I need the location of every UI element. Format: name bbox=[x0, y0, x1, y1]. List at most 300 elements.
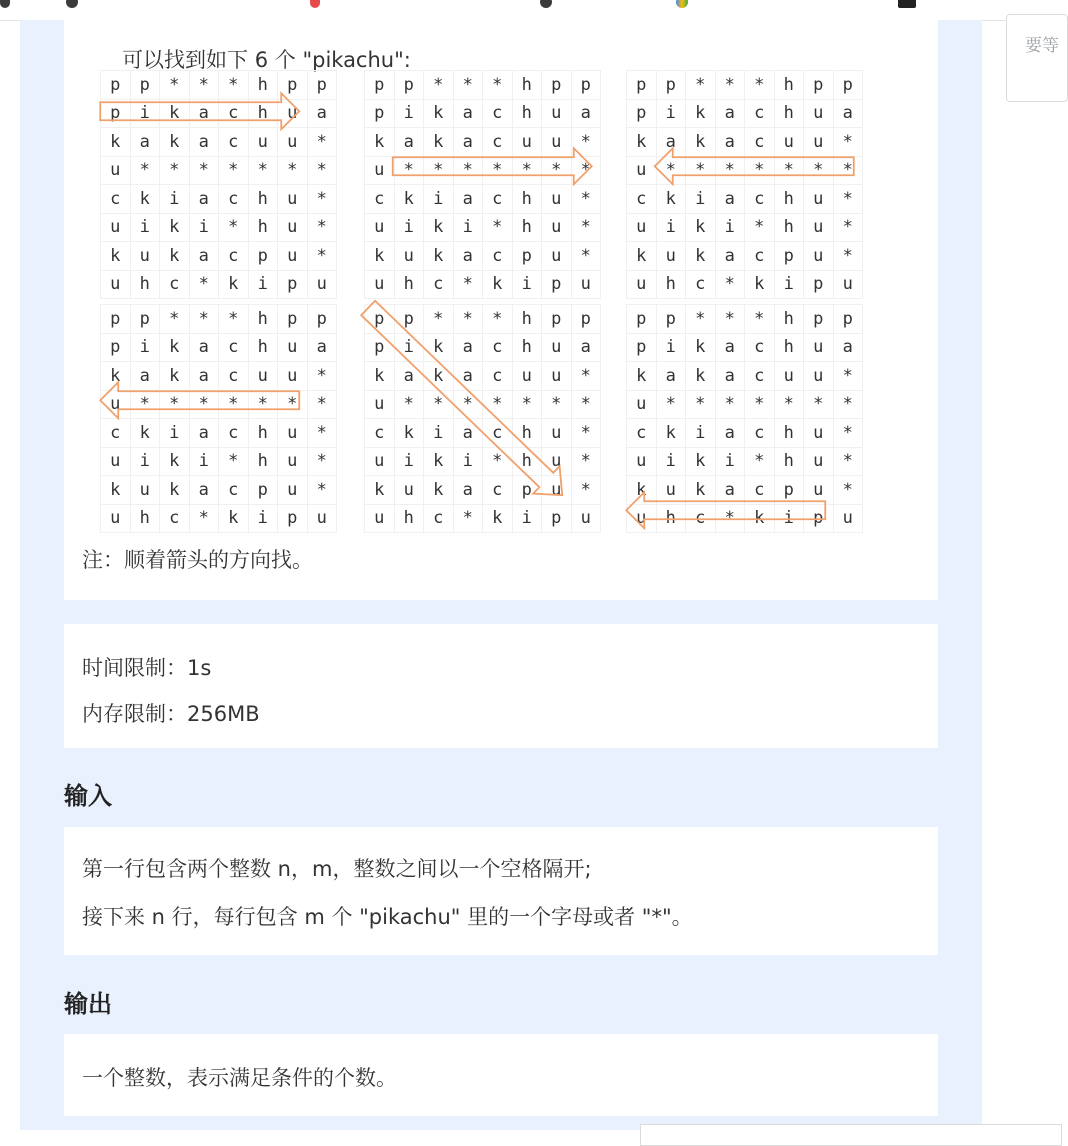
browser-tab-strip bbox=[0, 0, 1049, 21]
grid-cell: i bbox=[394, 99, 424, 128]
grid-cell: u bbox=[248, 128, 278, 157]
grid-cell: k bbox=[424, 242, 454, 271]
side-panel[interactable] bbox=[1006, 14, 1068, 102]
grid-cell: k bbox=[130, 185, 160, 214]
grid-cell: * bbox=[307, 156, 337, 185]
grid-cell: * bbox=[219, 390, 249, 419]
grid-cell: i bbox=[774, 504, 804, 533]
grid-cell: p bbox=[542, 71, 572, 100]
grid-cell: h bbox=[774, 419, 804, 448]
grid-cell: p bbox=[278, 270, 308, 299]
grid-cell: u bbox=[833, 504, 863, 533]
grid-cell: * bbox=[571, 185, 601, 214]
grid-cell: u bbox=[101, 213, 131, 242]
grid-cell: * bbox=[453, 504, 483, 533]
grid-cell: a bbox=[715, 128, 745, 157]
grid-cell: c bbox=[160, 504, 190, 533]
grid-cell: a bbox=[453, 242, 483, 271]
grid-cell: i bbox=[774, 270, 804, 299]
grid-cell: i bbox=[160, 185, 190, 214]
grid-cell: * bbox=[394, 156, 424, 185]
grid-cell: * bbox=[571, 213, 601, 242]
grid-cell: u bbox=[542, 242, 572, 271]
grid-cell: c bbox=[219, 362, 249, 391]
grid-cell: p bbox=[656, 71, 686, 100]
grid-cell: u bbox=[512, 362, 542, 391]
grid-cell: p bbox=[774, 242, 804, 271]
grid-cell: k bbox=[686, 333, 716, 362]
grid-cell: c bbox=[745, 185, 775, 214]
grid-cell: h bbox=[512, 305, 542, 334]
grid-cell: * bbox=[833, 447, 863, 476]
grid-cell: a bbox=[453, 333, 483, 362]
grid-cell: * bbox=[571, 476, 601, 505]
grid-cell: u bbox=[804, 99, 834, 128]
grid-cell: k bbox=[160, 333, 190, 362]
grid-cell: * bbox=[483, 390, 513, 419]
input-card bbox=[64, 827, 938, 955]
grid-cell: a bbox=[307, 333, 337, 362]
grid-cell: a bbox=[453, 419, 483, 448]
grid-cell: c bbox=[160, 270, 190, 299]
grid-cell: p bbox=[542, 270, 572, 299]
grid-cell: * bbox=[219, 447, 249, 476]
grid-cell: a bbox=[715, 362, 745, 391]
grid-cell: * bbox=[189, 71, 219, 100]
grid-cell: a bbox=[394, 362, 424, 391]
grid-cell: c bbox=[483, 419, 513, 448]
grid-cell: u bbox=[542, 99, 572, 128]
grid-cell: p bbox=[571, 305, 601, 334]
grid-cell: u bbox=[278, 185, 308, 214]
grid-cell: c bbox=[483, 362, 513, 391]
grid-cell: u bbox=[278, 242, 308, 271]
grid-cell: * bbox=[394, 390, 424, 419]
grid-cell: k bbox=[424, 99, 454, 128]
grid-cell: * bbox=[686, 156, 716, 185]
grid-cell: u bbox=[365, 390, 395, 419]
grid-cell: p bbox=[248, 242, 278, 271]
grid-cell: i bbox=[512, 504, 542, 533]
grid-cell: u bbox=[542, 447, 572, 476]
grid-cell: p bbox=[542, 305, 572, 334]
grid-cell: u bbox=[656, 476, 686, 505]
grid-cell: a bbox=[833, 333, 863, 362]
memory-limit: 内存限制：256MB bbox=[82, 702, 260, 726]
search-arrows bbox=[64, 20, 938, 550]
grid-cell: k bbox=[394, 419, 424, 448]
grid-cell: * bbox=[189, 504, 219, 533]
grid-cell: k bbox=[686, 476, 716, 505]
grid-cell: u bbox=[278, 362, 308, 391]
grid-cell: k bbox=[745, 504, 775, 533]
grid-cell: u bbox=[542, 476, 572, 505]
grid-cell: c bbox=[686, 270, 716, 299]
grid-cell: a bbox=[189, 419, 219, 448]
grid-cell: u bbox=[130, 476, 160, 505]
grid-cell: * bbox=[278, 390, 308, 419]
grid-cell: u bbox=[365, 156, 395, 185]
output-line: 一个整数，表示满足条件的个数。 bbox=[82, 1066, 397, 1090]
grid-cell: * bbox=[833, 390, 863, 419]
intro-text: 可以找到如下 6 个 "pikachu": bbox=[122, 48, 411, 72]
grid-cell: p bbox=[101, 71, 131, 100]
grid-cell: * bbox=[542, 390, 572, 419]
grid-cell: * bbox=[189, 156, 219, 185]
grid-cell: i bbox=[656, 447, 686, 476]
grid-cell: u bbox=[627, 447, 657, 476]
grid-cell: u bbox=[394, 476, 424, 505]
grid-cell: i bbox=[394, 333, 424, 362]
tab-favicon-icon[interactable] bbox=[540, 0, 552, 8]
grid-cell: c bbox=[483, 333, 513, 362]
grid-cell: * bbox=[571, 447, 601, 476]
grid-cell: u bbox=[627, 504, 657, 533]
grid-cell: k bbox=[686, 128, 716, 157]
grid-cell: h bbox=[394, 504, 424, 533]
grid-cell: u bbox=[542, 362, 572, 391]
time-limit: 时间限制：1s bbox=[82, 656, 212, 680]
grid-cell: * bbox=[833, 362, 863, 391]
grid-cell: p bbox=[307, 305, 337, 334]
grid-cell: * bbox=[189, 270, 219, 299]
grid-cell: * bbox=[804, 390, 834, 419]
grid-cell: * bbox=[686, 390, 716, 419]
grid-cell: c bbox=[627, 419, 657, 448]
grid-cell: h bbox=[248, 333, 278, 362]
direction-arrow bbox=[655, 148, 854, 184]
grid-cell: i bbox=[130, 99, 160, 128]
grid-cell: a bbox=[571, 99, 601, 128]
grid-cell: p bbox=[130, 305, 160, 334]
grid-cell: * bbox=[656, 390, 686, 419]
grid-cell: k bbox=[656, 419, 686, 448]
grid-cell: * bbox=[833, 213, 863, 242]
grid-cell: h bbox=[774, 185, 804, 214]
tab-favicon-icon[interactable] bbox=[310, 0, 320, 8]
grid-cell: u bbox=[774, 128, 804, 157]
grid-cell: c bbox=[219, 242, 249, 271]
grid-cell: h bbox=[512, 71, 542, 100]
grid-cell: a bbox=[189, 99, 219, 128]
grid-cell: u bbox=[804, 333, 834, 362]
grid-cell: c bbox=[219, 128, 249, 157]
grid-cell: k bbox=[365, 128, 395, 157]
grid-cell: c bbox=[627, 185, 657, 214]
grid-cell: u bbox=[804, 242, 834, 271]
grid-cell: * bbox=[833, 476, 863, 505]
grid-cell: k bbox=[424, 362, 454, 391]
grid-cell: p bbox=[774, 476, 804, 505]
grid-cell: * bbox=[307, 128, 337, 157]
grid-cell: * bbox=[453, 270, 483, 299]
grid-cell: c bbox=[745, 242, 775, 271]
note-text: 注：顺着箭头的方向找。 bbox=[82, 548, 313, 572]
grid-cell: i bbox=[715, 447, 745, 476]
grid-cell: a bbox=[715, 476, 745, 505]
grid-cell: a bbox=[715, 333, 745, 362]
grid-cell: k bbox=[686, 362, 716, 391]
grid-cell: i bbox=[656, 213, 686, 242]
grid-cell: * bbox=[745, 213, 775, 242]
grid-cell: h bbox=[512, 447, 542, 476]
grid-cell: c bbox=[365, 419, 395, 448]
grid-cell: h bbox=[512, 99, 542, 128]
grid-cell: * bbox=[307, 185, 337, 214]
grid-cell: k bbox=[627, 128, 657, 157]
grid-cell: h bbox=[130, 504, 160, 533]
grid-cell: h bbox=[512, 419, 542, 448]
grid-cell: u bbox=[656, 242, 686, 271]
grid-cell: a bbox=[130, 128, 160, 157]
grid-cell: i bbox=[686, 419, 716, 448]
grid-cell: a bbox=[571, 333, 601, 362]
grid-cell: c bbox=[483, 128, 513, 157]
grid-cell: i bbox=[686, 185, 716, 214]
grid-cell: c bbox=[219, 99, 249, 128]
grid-cell: h bbox=[774, 99, 804, 128]
grid-cell: u bbox=[101, 270, 131, 299]
grid-cell: p bbox=[804, 71, 834, 100]
grid-cell: h bbox=[512, 213, 542, 242]
grid-cell: k bbox=[365, 476, 395, 505]
grid-cell: * bbox=[219, 71, 249, 100]
grid-cell: h bbox=[248, 305, 278, 334]
grid-cell: i bbox=[130, 333, 160, 362]
grid-cell: a bbox=[394, 128, 424, 157]
grid-cell: * bbox=[571, 242, 601, 271]
grid-cell: i bbox=[453, 213, 483, 242]
grid-cell: a bbox=[715, 185, 745, 214]
direction-arrow bbox=[626, 492, 825, 528]
grid-cell: * bbox=[307, 242, 337, 271]
grid-cell: u bbox=[307, 504, 337, 533]
grid-cell: u bbox=[804, 362, 834, 391]
grid-cell: p bbox=[833, 305, 863, 334]
output-heading: 输出 bbox=[64, 990, 112, 1018]
grid-cell: * bbox=[715, 156, 745, 185]
grid-cell: k bbox=[365, 362, 395, 391]
grid-cell: p bbox=[571, 71, 601, 100]
grid-cell: * bbox=[571, 156, 601, 185]
grid-cell: a bbox=[189, 476, 219, 505]
grid-cell: a bbox=[453, 99, 483, 128]
grid-cell: * bbox=[571, 128, 601, 157]
grid-cell: u bbox=[571, 270, 601, 299]
grid-cell: * bbox=[424, 390, 454, 419]
grid-cell: p bbox=[248, 476, 278, 505]
grid-cell: * bbox=[424, 71, 454, 100]
grid-cell: i bbox=[656, 333, 686, 362]
grid-cell: a bbox=[189, 242, 219, 271]
grid-cell: * bbox=[307, 447, 337, 476]
grid-cell: k bbox=[160, 476, 190, 505]
grid-cell: p bbox=[101, 333, 131, 362]
grid-cell: u bbox=[278, 333, 308, 362]
grid-cell: i bbox=[130, 447, 160, 476]
grid-cell: c bbox=[424, 504, 454, 533]
grid-cell: i bbox=[189, 213, 219, 242]
grid-cell: i bbox=[656, 99, 686, 128]
grid-cell: i bbox=[424, 185, 454, 214]
grid-cell: u bbox=[130, 242, 160, 271]
grid-cell: a bbox=[715, 99, 745, 128]
grid-cell: k bbox=[686, 242, 716, 271]
grid-cell: u bbox=[542, 128, 572, 157]
grid-cell: * bbox=[571, 419, 601, 448]
tab-favicon-icon[interactable] bbox=[676, 0, 688, 8]
bottom-panel bbox=[640, 1124, 1062, 1146]
grid-cell: * bbox=[160, 390, 190, 419]
grid-cell: h bbox=[774, 213, 804, 242]
grid-cell: u bbox=[804, 419, 834, 448]
grid-cell: * bbox=[130, 390, 160, 419]
grid-cell: * bbox=[715, 270, 745, 299]
grid-cell: * bbox=[483, 305, 513, 334]
grid-cell: * bbox=[424, 305, 454, 334]
grid-cell: k bbox=[483, 504, 513, 533]
grid-cell: k bbox=[101, 476, 131, 505]
grid-cell: u bbox=[394, 242, 424, 271]
tab-favicon-icon[interactable] bbox=[898, 0, 916, 8]
grid-cell: u bbox=[627, 156, 657, 185]
grid-cell: c bbox=[483, 242, 513, 271]
grid-cell: h bbox=[248, 447, 278, 476]
grid-cell: u bbox=[627, 213, 657, 242]
grid-cell: * bbox=[512, 156, 542, 185]
grid-cell: h bbox=[248, 99, 278, 128]
grid-cell: k bbox=[160, 99, 190, 128]
grid-cell: c bbox=[745, 476, 775, 505]
grid-cell: i bbox=[394, 447, 424, 476]
grid-cell: a bbox=[189, 333, 219, 362]
grid-cell: c bbox=[745, 99, 775, 128]
grid-cell: a bbox=[715, 242, 745, 271]
tab-fragment[interactable] bbox=[0, 0, 10, 8]
grid-cell: * bbox=[483, 71, 513, 100]
grid-cell: k bbox=[160, 362, 190, 391]
grid-cell: p bbox=[542, 504, 572, 533]
grid-cell: * bbox=[715, 504, 745, 533]
grid-cell: * bbox=[715, 305, 745, 334]
grid-cell: i bbox=[160, 419, 190, 448]
grid-cell: a bbox=[453, 185, 483, 214]
grid-cell: * bbox=[542, 156, 572, 185]
grid-cell: h bbox=[774, 333, 804, 362]
grid-cell: h bbox=[774, 305, 804, 334]
grid-cell: p bbox=[512, 242, 542, 271]
grid-cell: p bbox=[627, 305, 657, 334]
grid-cell: * bbox=[833, 419, 863, 448]
grid-cell: c bbox=[483, 476, 513, 505]
grid-cell: i bbox=[130, 213, 160, 242]
grid-cell: k bbox=[219, 504, 249, 533]
grid-cell: u bbox=[804, 447, 834, 476]
grid-cell: * bbox=[189, 305, 219, 334]
grid-cell: * bbox=[160, 305, 190, 334]
grid-cell: p bbox=[101, 99, 131, 128]
input-line-1: 第一行包含两个整数 n，m，整数之间以一个空格隔开; bbox=[82, 857, 592, 881]
grid-cell: * bbox=[307, 390, 337, 419]
grid-cell: p bbox=[365, 305, 395, 334]
grid-cell: k bbox=[424, 128, 454, 157]
grid-cell: h bbox=[512, 185, 542, 214]
grid-cell: * bbox=[656, 156, 686, 185]
grid-cell: k bbox=[686, 447, 716, 476]
grid-cell: * bbox=[483, 447, 513, 476]
grid-cell: p bbox=[833, 71, 863, 100]
grid-cell: * bbox=[745, 71, 775, 100]
grid-cell: p bbox=[365, 99, 395, 128]
grid-cell: k bbox=[160, 242, 190, 271]
grid-cell: * bbox=[219, 213, 249, 242]
grid-cell: p bbox=[130, 71, 160, 100]
grid-cell: p bbox=[804, 270, 834, 299]
grid-cell: * bbox=[130, 156, 160, 185]
grid-cell: * bbox=[160, 156, 190, 185]
grid-cell: u bbox=[278, 419, 308, 448]
grid-cell: * bbox=[745, 156, 775, 185]
grid-cell: k bbox=[424, 447, 454, 476]
grid-cell: c bbox=[686, 504, 716, 533]
grid-cell: c bbox=[424, 270, 454, 299]
input-line-2: 接下来 n 行，每行包含 m 个 "pikachu" 里的一个字母或者 "*"。 bbox=[82, 905, 693, 929]
grid-cell: a bbox=[833, 99, 863, 128]
grid-cell: * bbox=[774, 156, 804, 185]
grid-cell: h bbox=[248, 213, 278, 242]
grid-cell: k bbox=[686, 213, 716, 242]
grid-cell: p bbox=[627, 333, 657, 362]
grid-cell: i bbox=[512, 270, 542, 299]
grid-cell: * bbox=[307, 213, 337, 242]
grid-cell: k bbox=[219, 270, 249, 299]
grid-cell: c bbox=[101, 185, 131, 214]
grid-cell: h bbox=[248, 419, 278, 448]
grid-cell: i bbox=[453, 447, 483, 476]
grid-cell: k bbox=[101, 362, 131, 391]
grid-cell: i bbox=[248, 504, 278, 533]
grid-cell: k bbox=[160, 447, 190, 476]
direction-arrow bbox=[393, 148, 592, 184]
grid-cell: * bbox=[571, 362, 601, 391]
grid-cell: h bbox=[512, 333, 542, 362]
grid-cell: a bbox=[453, 476, 483, 505]
grid-cell: * bbox=[686, 305, 716, 334]
tab-favicon-icon[interactable] bbox=[66, 0, 78, 8]
grid-cell: * bbox=[833, 242, 863, 271]
grid-cell: k bbox=[160, 128, 190, 157]
grid-cell: * bbox=[745, 447, 775, 476]
grid-cell: u bbox=[278, 128, 308, 157]
grid-cell: u bbox=[101, 390, 131, 419]
grid-cell: p bbox=[627, 99, 657, 128]
grid-cell: u bbox=[307, 270, 337, 299]
grid-cell: u bbox=[627, 390, 657, 419]
grid-cell: p bbox=[365, 333, 395, 362]
grid-cell: u bbox=[833, 270, 863, 299]
grid-cell: c bbox=[745, 333, 775, 362]
grid-cell: p bbox=[278, 71, 308, 100]
grid-cell: p bbox=[804, 504, 834, 533]
grid-cell: * bbox=[160, 71, 190, 100]
grid-cell: p bbox=[512, 476, 542, 505]
grid-cell: c bbox=[745, 362, 775, 391]
grid-cell: * bbox=[453, 390, 483, 419]
grid-cell: k bbox=[394, 185, 424, 214]
grid-cell: k bbox=[101, 128, 131, 157]
grid-cell: a bbox=[189, 128, 219, 157]
grid-cell: a bbox=[656, 128, 686, 157]
